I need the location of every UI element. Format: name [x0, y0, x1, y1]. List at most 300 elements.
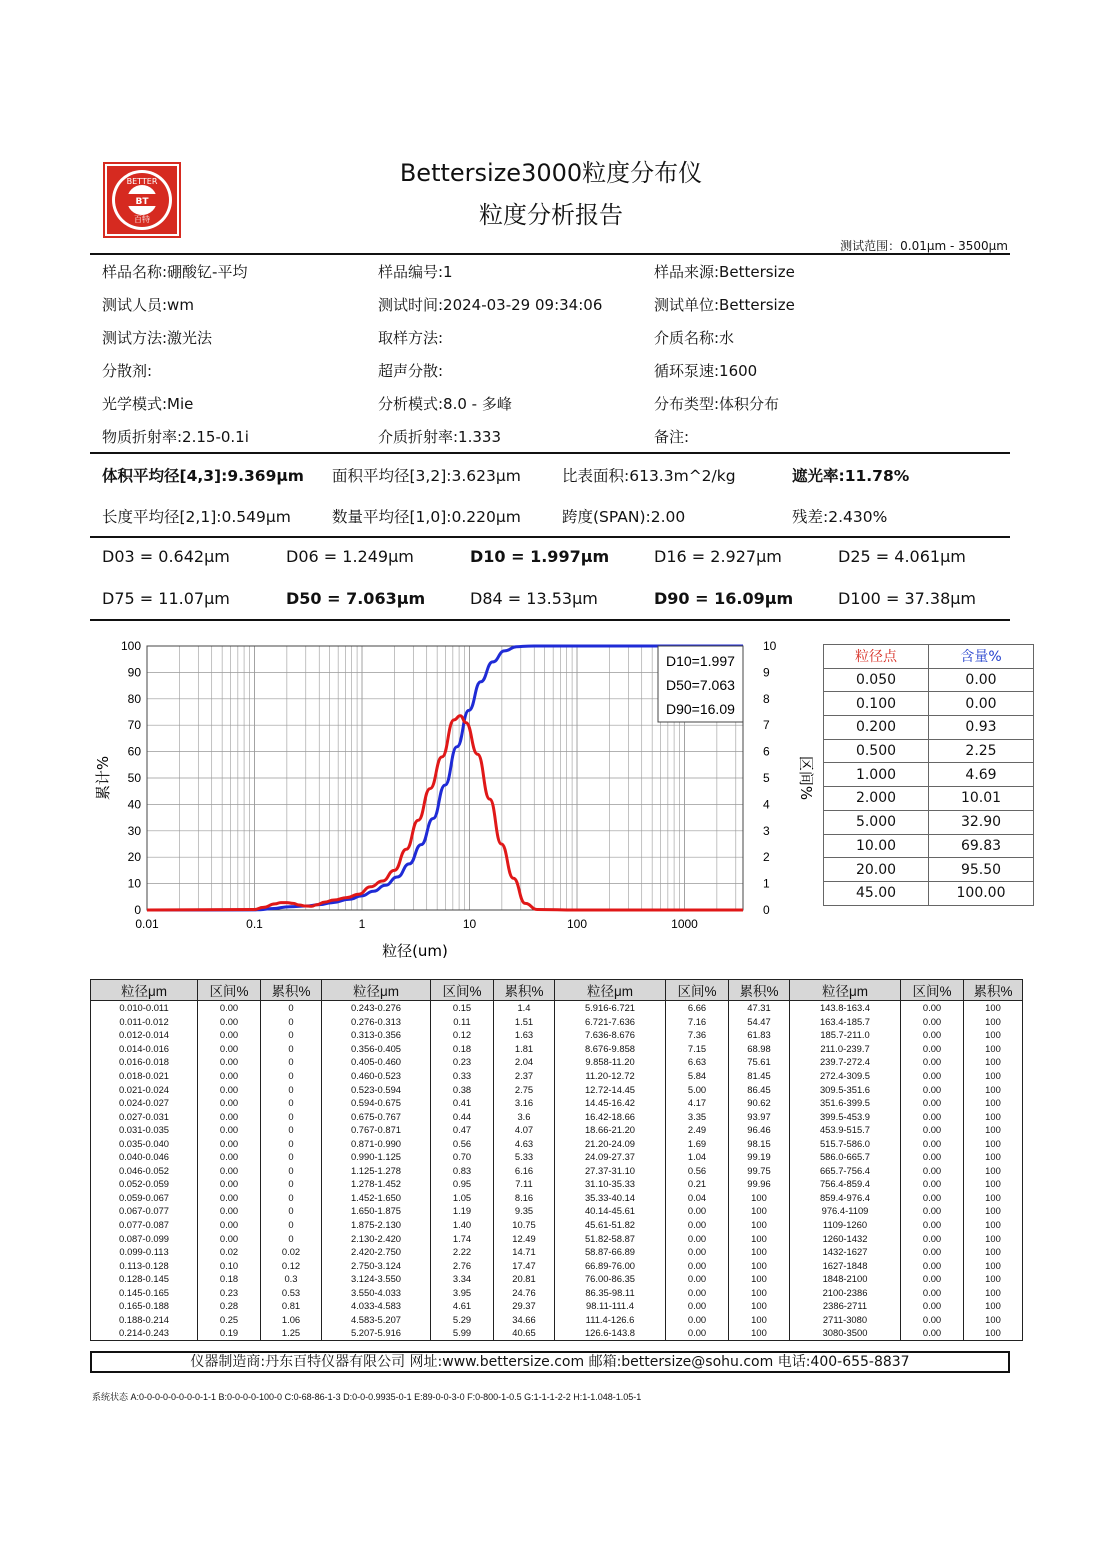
- percentile-table-row: [824, 858, 1034, 882]
- interval-cell: 1.05: [431, 1191, 494, 1205]
- y-tick-left-label: 80: [127, 691, 141, 706]
- interval-cell: 0.00: [666, 1258, 729, 1272]
- info-ultrasonic-dispersion: 超声分散:: [378, 362, 444, 380]
- size-range-cell: 0.405-0.460: [322, 1055, 431, 1069]
- interval-cell: 0.00: [666, 1326, 729, 1340]
- cumulative-cell: 0: [261, 1069, 322, 1083]
- distribution-chart: [88, 632, 815, 964]
- size-range-cell: 27.37-31.10: [555, 1164, 666, 1178]
- data-table-header-cell: 累积%: [729, 980, 790, 1001]
- interval-cell: 0.00: [901, 1191, 964, 1205]
- logo-mark: BT: [135, 197, 149, 207]
- interval-cell: 0.00: [666, 1313, 729, 1327]
- interval-cell: 4.17: [666, 1096, 729, 1110]
- stat-obscuration: 遮光率:11.78%: [792, 467, 910, 485]
- d90-value: D90 = 16.09μm: [654, 589, 794, 608]
- table-row: [91, 1123, 1023, 1137]
- size-range-cell: 4.033-4.583: [322, 1299, 431, 1313]
- x-tick-label: 1: [358, 917, 366, 931]
- interval-cell: 0.47: [431, 1123, 494, 1137]
- y-tick-right-label: 9: [763, 665, 770, 680]
- interval-cell: 0.38: [431, 1082, 494, 1096]
- interval-cell: 0.00: [666, 1204, 729, 1218]
- cumulative-cell: 0.3: [261, 1272, 322, 1286]
- size-range-cell: 665.7-756.4: [790, 1164, 901, 1178]
- cumulative-cell: 6.16: [494, 1164, 555, 1178]
- interval-cell: 0.00: [198, 1177, 261, 1191]
- cumulative-cell: 34.66: [494, 1313, 555, 1327]
- size-range-cell: 16.42-18.66: [555, 1109, 666, 1123]
- size-range-cell: 0.990-1.125: [322, 1150, 431, 1164]
- size-range-cell: 8.676-9.858: [555, 1042, 666, 1056]
- size-range-cell: 11.20-12.72: [555, 1069, 666, 1083]
- size-point-cell: 10.00: [824, 834, 929, 858]
- stat-residual: 残差:2.430%: [792, 508, 888, 526]
- size-range-cell: 453.9-515.7: [790, 1123, 901, 1137]
- y-tick-right-label: 2: [763, 850, 770, 865]
- interval-cell: 0.00: [901, 1285, 964, 1299]
- size-range-cell: 2386-2711: [790, 1299, 901, 1313]
- y-tick-right-label: 4: [763, 797, 770, 812]
- size-range-cell: 98.11-111.4: [555, 1299, 666, 1313]
- size-range-cell: 35.33-40.14: [555, 1191, 666, 1205]
- interval-cell: 0.00: [901, 1015, 964, 1029]
- percentile-table-row: [824, 881, 1034, 905]
- cumulative-cell: 0.02: [261, 1245, 322, 1259]
- size-range-cell: 2.130-2.420: [322, 1231, 431, 1245]
- interval-cell: 1.04: [666, 1150, 729, 1164]
- cumulative-cell: 68.98: [729, 1042, 790, 1056]
- divider-info: [90, 452, 1010, 454]
- interval-cell: 0.19: [198, 1326, 261, 1340]
- table-row: [91, 1028, 1023, 1042]
- cumulative-cell: 0.12: [261, 1258, 322, 1272]
- cumulative-cell: 0: [261, 1055, 322, 1069]
- interval-cell: 0.00: [198, 1150, 261, 1164]
- data-table-header-cell: 区间%: [431, 980, 494, 1001]
- cumulative-cell: 99.96: [729, 1177, 790, 1191]
- interval-cell: 0.00: [198, 1136, 261, 1150]
- size-distribution-table: [90, 979, 1023, 1341]
- cumulative-cell: 2.04: [494, 1055, 555, 1069]
- d-values-legend-item: D90=16.09: [666, 701, 735, 717]
- y-tick-left-label: 60: [127, 744, 141, 759]
- size-range-cell: 1.875-2.130: [322, 1218, 431, 1232]
- x-tick-label: 0.1: [246, 917, 263, 931]
- interval-cell: 7.15: [666, 1042, 729, 1056]
- cumulative-cell: 0: [261, 1042, 322, 1056]
- cumulative-cell: 100: [964, 1245, 1023, 1259]
- interval-cell: 0.00: [901, 1001, 964, 1015]
- size-point-cell: 0.200: [824, 716, 929, 740]
- size-range-cell: 5.916-6.721: [555, 1001, 666, 1015]
- size-range-cell: 0.024-0.027: [91, 1096, 198, 1110]
- interval-cell: 0.00: [901, 1109, 964, 1123]
- size-range-cell: 272.4-309.5: [790, 1069, 901, 1083]
- interval-cell: 4.61: [431, 1299, 494, 1313]
- size-range-cell: 58.87-66.89: [555, 1245, 666, 1259]
- interval-cell: 0.83: [431, 1164, 494, 1178]
- stat-span: 跨度(SPAN):2.00: [562, 508, 686, 526]
- interval-cell: 0.00: [198, 1042, 261, 1056]
- info-analysis-mode: 分析模式:8.0 - 多峰: [378, 395, 512, 413]
- size-range-cell: 0.077-0.087: [91, 1218, 198, 1232]
- size-range-cell: 309.5-351.6: [790, 1082, 901, 1096]
- size-range-cell: 0.145-0.165: [91, 1285, 198, 1299]
- size-range-cell: 163.4-185.7: [790, 1015, 901, 1029]
- table-row: [91, 1326, 1023, 1340]
- size-range-cell: 0.059-0.067: [91, 1191, 198, 1205]
- interval-cell: 0.10: [198, 1258, 261, 1272]
- interval-cell: 0.00: [901, 1096, 964, 1110]
- interval-cell: 0.00: [198, 1123, 261, 1137]
- table-row: [91, 1177, 1023, 1191]
- size-range-cell: 1260-1432: [790, 1231, 901, 1245]
- size-range-cell: 976.4-1109: [790, 1204, 901, 1218]
- content-cell: 2.25: [929, 739, 1034, 763]
- d75-value: D75 = 11.07μm: [102, 589, 230, 608]
- size-range-cell: 40.14-45.61: [555, 1204, 666, 1218]
- x-tick-label: 10: [462, 917, 477, 931]
- percentile-table-row: [824, 763, 1034, 787]
- x-tick-label: 1000: [671, 917, 698, 931]
- interval-cell: 0.00: [666, 1272, 729, 1286]
- interval-cell: 3.95: [431, 1285, 494, 1299]
- data-table-header-cell: 区间%: [198, 980, 261, 1001]
- interval-cell: 5.84: [666, 1069, 729, 1083]
- interval-cell: 2.49: [666, 1123, 729, 1137]
- system-status: 系统状态 A:0-0-0-0-0-0-0-0-1-1 B:0-0-0-0-100-0 C:0-68-86-1-3 D:0-0-0.9935-0-1 E:89-0-0-3-0 F:0-800-1-0.5 G:1-1-1-2-2 H:1-1.048-1.05-1: [92, 1392, 642, 1402]
- info-distribution-type: 分布类型:体积分布: [654, 395, 780, 413]
- info-material-refractive-index: 物质折射率:2.15-0.1i: [102, 428, 249, 446]
- size-range-cell: 0.027-0.031: [91, 1109, 198, 1123]
- x-axis-label: 粒径(um): [382, 942, 448, 960]
- interval-cell: 0.12: [431, 1028, 494, 1042]
- y-tick-left-label: 70: [127, 718, 141, 733]
- interval-cell: 3.35: [666, 1109, 729, 1123]
- cumulative-cell: 100: [729, 1218, 790, 1232]
- size-range-cell: 586.0-665.7: [790, 1150, 901, 1164]
- percentile-table-row: [824, 739, 1034, 763]
- size-range-cell: 86.35-98.11: [555, 1285, 666, 1299]
- interval-cell: 6.66: [666, 1001, 729, 1015]
- y-axis-right-label: 区间%: [797, 755, 815, 801]
- cumulative-cell: 99.19: [729, 1150, 790, 1164]
- size-range-cell: 0.052-0.059: [91, 1177, 198, 1191]
- interval-cell: 0.00: [901, 1136, 964, 1150]
- interval-cell: 0.00: [901, 1082, 964, 1096]
- content-cell: 95.50: [929, 858, 1034, 882]
- cumulative-cell: 1.4: [494, 1001, 555, 1015]
- cumulative-cell: 54.47: [729, 1015, 790, 1029]
- percentile-table-row: [824, 716, 1034, 740]
- size-range-cell: 0.014-0.016: [91, 1042, 198, 1056]
- data-table-header-cell: 累积%: [964, 980, 1023, 1001]
- data-table-header-cell: 粒径μm: [790, 980, 901, 1001]
- cumulative-cell: 7.11: [494, 1177, 555, 1191]
- cumulative-cell: 100: [964, 1136, 1023, 1150]
- percentile-table-header: [824, 645, 1034, 669]
- stat-number-mean: 数量平均径[1,0]:0.220μm: [332, 508, 521, 526]
- size-range-cell: 0.040-0.046: [91, 1150, 198, 1164]
- cumulative-cell: 2.75: [494, 1082, 555, 1096]
- interval-cell: 7.36: [666, 1028, 729, 1042]
- interval-cell: 0.00: [198, 1069, 261, 1083]
- cumulative-cell: 0: [261, 1109, 322, 1123]
- size-range-cell: 0.031-0.035: [91, 1123, 198, 1137]
- interval-cell: 0.00: [901, 1299, 964, 1313]
- table-row: [91, 1285, 1023, 1299]
- interval-cell: 0.02: [198, 1245, 261, 1259]
- size-range-cell: 0.010-0.011: [91, 1001, 198, 1015]
- interval-cell: 0.25: [198, 1313, 261, 1327]
- y-tick-left-label: 10: [127, 876, 141, 891]
- cumulative-cell: 100: [964, 1069, 1023, 1083]
- size-range-cell: 0.871-0.990: [322, 1136, 431, 1150]
- cumulative-cell: 0: [261, 1191, 322, 1205]
- info-medium-name: 介质名称:水: [654, 329, 735, 347]
- x-tick-label: 100: [566, 917, 588, 931]
- size-range-cell: 14.45-16.42: [555, 1096, 666, 1110]
- size-range-cell: 1432-1627: [790, 1245, 901, 1259]
- interval-cell: 0.00: [666, 1245, 729, 1259]
- table-row: [91, 1082, 1023, 1096]
- interval-cell: 5.99: [431, 1326, 494, 1340]
- interval-curve: [147, 716, 743, 910]
- cumulative-cell: 40.65: [494, 1326, 555, 1340]
- cumulative-cell: 24.76: [494, 1285, 555, 1299]
- divider-top: [90, 253, 1010, 255]
- y-tick-right-label: 8: [763, 691, 770, 706]
- cumulative-cell: 100: [964, 1258, 1023, 1272]
- size-range-cell: 351.6-399.5: [790, 1096, 901, 1110]
- size-range-cell: 126.6-143.8: [555, 1326, 666, 1340]
- size-range-cell: 51.82-58.87: [555, 1231, 666, 1245]
- content-cell: 69.83: [929, 834, 1034, 858]
- size-range-cell: 0.035-0.040: [91, 1136, 198, 1150]
- y-tick-left-label: 30: [127, 823, 141, 838]
- info-remarks: 备注:: [654, 428, 690, 446]
- size-range-cell: 45.61-51.82: [555, 1218, 666, 1232]
- size-range-cell: 1.452-1.650: [322, 1191, 431, 1205]
- cumulative-cell: 0: [261, 1028, 322, 1042]
- d-values-legend-item: D10=1.997: [666, 653, 735, 669]
- interval-cell: 0.70: [431, 1150, 494, 1164]
- interval-cell: 0.00: [901, 1069, 964, 1083]
- table-row: [91, 1001, 1023, 1015]
- cumulative-cell: 5.33: [494, 1150, 555, 1164]
- cumulative-cell: 100: [964, 1191, 1023, 1205]
- size-range-cell: 0.012-0.014: [91, 1028, 198, 1042]
- size-point-cell: 1.000: [824, 763, 929, 787]
- size-range-cell: 9.858-11.20: [555, 1055, 666, 1069]
- interval-cell: 0.23: [431, 1055, 494, 1069]
- size-range-cell: 0.523-0.594: [322, 1082, 431, 1096]
- interval-cell: 0.00: [901, 1055, 964, 1069]
- size-range-cell: 859.4-976.4: [790, 1191, 901, 1205]
- cumulative-cell: 2.37: [494, 1069, 555, 1083]
- cumulative-cell: 100: [964, 1082, 1023, 1096]
- y-tick-left-label: 40: [127, 797, 141, 812]
- percentile-table-header-cell: 粒径点: [824, 645, 929, 669]
- info-operator: 测试人员:wm: [102, 296, 194, 314]
- size-range-cell: 1627-1848: [790, 1258, 901, 1272]
- table-row: [91, 1258, 1023, 1272]
- interval-cell: 0.00: [901, 1204, 964, 1218]
- table-row: [91, 1164, 1023, 1178]
- interval-cell: 0.18: [198, 1272, 261, 1286]
- cumulative-cell: 1.51: [494, 1015, 555, 1029]
- size-range-cell: 2.750-3.124: [322, 1258, 431, 1272]
- content-cell: 32.90: [929, 810, 1034, 834]
- interval-cell: 0.23: [198, 1285, 261, 1299]
- size-range-cell: 0.214-0.243: [91, 1326, 198, 1340]
- manufacturer-footer: 仪器制造商:丹东百特仪器有限公司 网址:www.bettersize.com 邮箱:bettersize@sohu.com 电话:400-655-8837: [90, 1351, 1010, 1373]
- y-axis-left-label: 累计%: [94, 755, 112, 801]
- info-optical-model: 光学模式:Mie: [102, 395, 194, 413]
- interval-cell: 0.33: [431, 1069, 494, 1083]
- data-table-header-cell: 累积%: [261, 980, 322, 1001]
- interval-cell: 0.00: [198, 1109, 261, 1123]
- info-test-time: 测试时间:2024-03-29 09:34:06: [378, 296, 603, 314]
- interval-cell: 5.00: [666, 1082, 729, 1096]
- d06-value: D06 = 1.249μm: [286, 547, 414, 566]
- interval-cell: 0.00: [901, 1177, 964, 1191]
- size-range-cell: 211.0-239.7: [790, 1042, 901, 1056]
- cumulative-cell: 17.47: [494, 1258, 555, 1272]
- interval-cell: 0.00: [901, 1150, 964, 1164]
- interval-cell: 0.00: [198, 1055, 261, 1069]
- table-row: [91, 1191, 1023, 1205]
- size-range-cell: 0.011-0.012: [91, 1015, 198, 1029]
- cumulative-cell: 0: [261, 1096, 322, 1110]
- percentile-table-row: [824, 787, 1034, 811]
- size-range-cell: 515.7-586.0: [790, 1136, 901, 1150]
- size-range-cell: 4.583-5.207: [322, 1313, 431, 1327]
- y-tick-right-label: 5: [763, 771, 770, 785]
- cumulative-cell: 1.06: [261, 1313, 322, 1327]
- cumulative-cell: 100: [964, 1042, 1023, 1056]
- size-range-cell: 3080-3500: [790, 1326, 901, 1340]
- interval-cell: 0.21: [666, 1177, 729, 1191]
- info-sample-source: 样品来源:Bettersize: [654, 263, 795, 281]
- cumulative-cell: 0: [261, 1123, 322, 1137]
- interval-cell: 1.40: [431, 1218, 494, 1232]
- interval-cell: 7.16: [666, 1015, 729, 1029]
- y-tick-right-label: 0: [763, 903, 770, 917]
- interval-cell: 0.00: [666, 1231, 729, 1245]
- size-range-cell: 0.460-0.523: [322, 1069, 431, 1083]
- size-point-cell: 0.050: [824, 668, 929, 692]
- size-range-cell: 756.4-859.4: [790, 1177, 901, 1191]
- x-tick-label: 0.01: [135, 917, 159, 931]
- table-row: [91, 1109, 1023, 1123]
- size-range-cell: 7.636-8.676: [555, 1028, 666, 1042]
- size-range-cell: 0.767-0.871: [322, 1123, 431, 1137]
- logo-text: BETTER: [126, 177, 158, 186]
- interval-cell: 0.18: [431, 1042, 494, 1056]
- cumulative-cell: 100: [964, 1001, 1023, 1015]
- size-range-cell: 24.09-27.37: [555, 1150, 666, 1164]
- data-table-header-cell: 粒径μm: [91, 980, 198, 1001]
- cumulative-cell: 0: [261, 1001, 322, 1015]
- d50-value: D50 = 7.063μm: [286, 589, 426, 608]
- table-row: [91, 1015, 1023, 1029]
- interval-cell: 6.63: [666, 1055, 729, 1069]
- cumulative-cell: 0: [261, 1015, 322, 1029]
- interval-cell: 0.00: [198, 1096, 261, 1110]
- cumulative-cell: 100: [729, 1231, 790, 1245]
- cumulative-cell: 0: [261, 1136, 322, 1150]
- info-test-unit: 测试单位:Bettersize: [654, 296, 795, 314]
- data-table-header-cell: 区间%: [666, 980, 729, 1001]
- cumulative-cell: 1.25: [261, 1326, 322, 1340]
- cumulative-cell: 0: [261, 1204, 322, 1218]
- size-range-cell: 2100-2386: [790, 1285, 901, 1299]
- cumulative-cell: 20.81: [494, 1272, 555, 1286]
- cumulative-cell: 100: [964, 1326, 1023, 1340]
- cumulative-cell: 100: [964, 1272, 1023, 1286]
- interval-cell: 0.00: [198, 1191, 261, 1205]
- interval-cell: 0.00: [901, 1164, 964, 1178]
- cumulative-cell: 8.16: [494, 1191, 555, 1205]
- interval-cell: 0.41: [431, 1096, 494, 1110]
- percentile-table-row: [824, 810, 1034, 834]
- interval-cell: 0.00: [198, 1231, 261, 1245]
- d10-value: D10 = 1.997μm: [470, 547, 610, 566]
- y-tick-left-label: 20: [127, 850, 141, 865]
- divider-dvalues: [90, 619, 1010, 621]
- info-dispersant: 分散剂:: [102, 362, 153, 380]
- size-range-cell: 239.7-272.4: [790, 1055, 901, 1069]
- measurement-range: 测试范围：0.01μm - 3500μm: [840, 239, 1008, 253]
- cumulative-cell: 0: [261, 1231, 322, 1245]
- size-range-cell: 12.72-14.45: [555, 1082, 666, 1096]
- info-sampling-method: 取样方法:: [378, 329, 444, 347]
- size-range-cell: 21.20-24.09: [555, 1136, 666, 1150]
- interval-cell: 0.56: [431, 1136, 494, 1150]
- size-range-cell: 18.66-21.20: [555, 1123, 666, 1137]
- cumulative-cell: 0: [261, 1218, 322, 1232]
- y-tick-right-label: 3: [763, 823, 770, 838]
- d03-value: D03 = 0.642μm: [102, 547, 230, 566]
- cumulative-cell: 10.75: [494, 1218, 555, 1232]
- data-table-header-cell: 累积%: [494, 980, 555, 1001]
- size-range-cell: 111.4-126.6: [555, 1313, 666, 1327]
- content-cell: 0.00: [929, 692, 1034, 716]
- d25-value: D25 = 4.061μm: [838, 547, 966, 566]
- size-range-cell: 31.10-35.33: [555, 1177, 666, 1191]
- stat-volume-mean: 体积平均径[4,3]:9.369μm: [102, 467, 304, 485]
- y-tick-left-label: 100: [120, 639, 141, 653]
- report-title-instrument: Bettersize3000粒度分布仪: [399, 159, 703, 187]
- interval-cell: 0.00: [901, 1123, 964, 1137]
- cumulative-cell: 100: [729, 1326, 790, 1340]
- cumulative-cell: 100: [729, 1313, 790, 1327]
- size-point-cell: 45.00: [824, 881, 929, 905]
- percentile-table-row: [824, 834, 1034, 858]
- interval-cell: 0.00: [198, 1218, 261, 1232]
- size-range-cell: 185.7-211.0: [790, 1028, 901, 1042]
- table-row: [91, 1218, 1023, 1232]
- cumulative-cell: 100: [964, 1028, 1023, 1042]
- cumulative-cell: 0: [261, 1164, 322, 1178]
- interval-cell: 1.19: [431, 1204, 494, 1218]
- size-range-cell: 399.5-453.9: [790, 1109, 901, 1123]
- interval-cell: 0.95: [431, 1177, 494, 1191]
- cumulative-cell: 100: [964, 1150, 1023, 1164]
- interval-cell: 1.69: [666, 1136, 729, 1150]
